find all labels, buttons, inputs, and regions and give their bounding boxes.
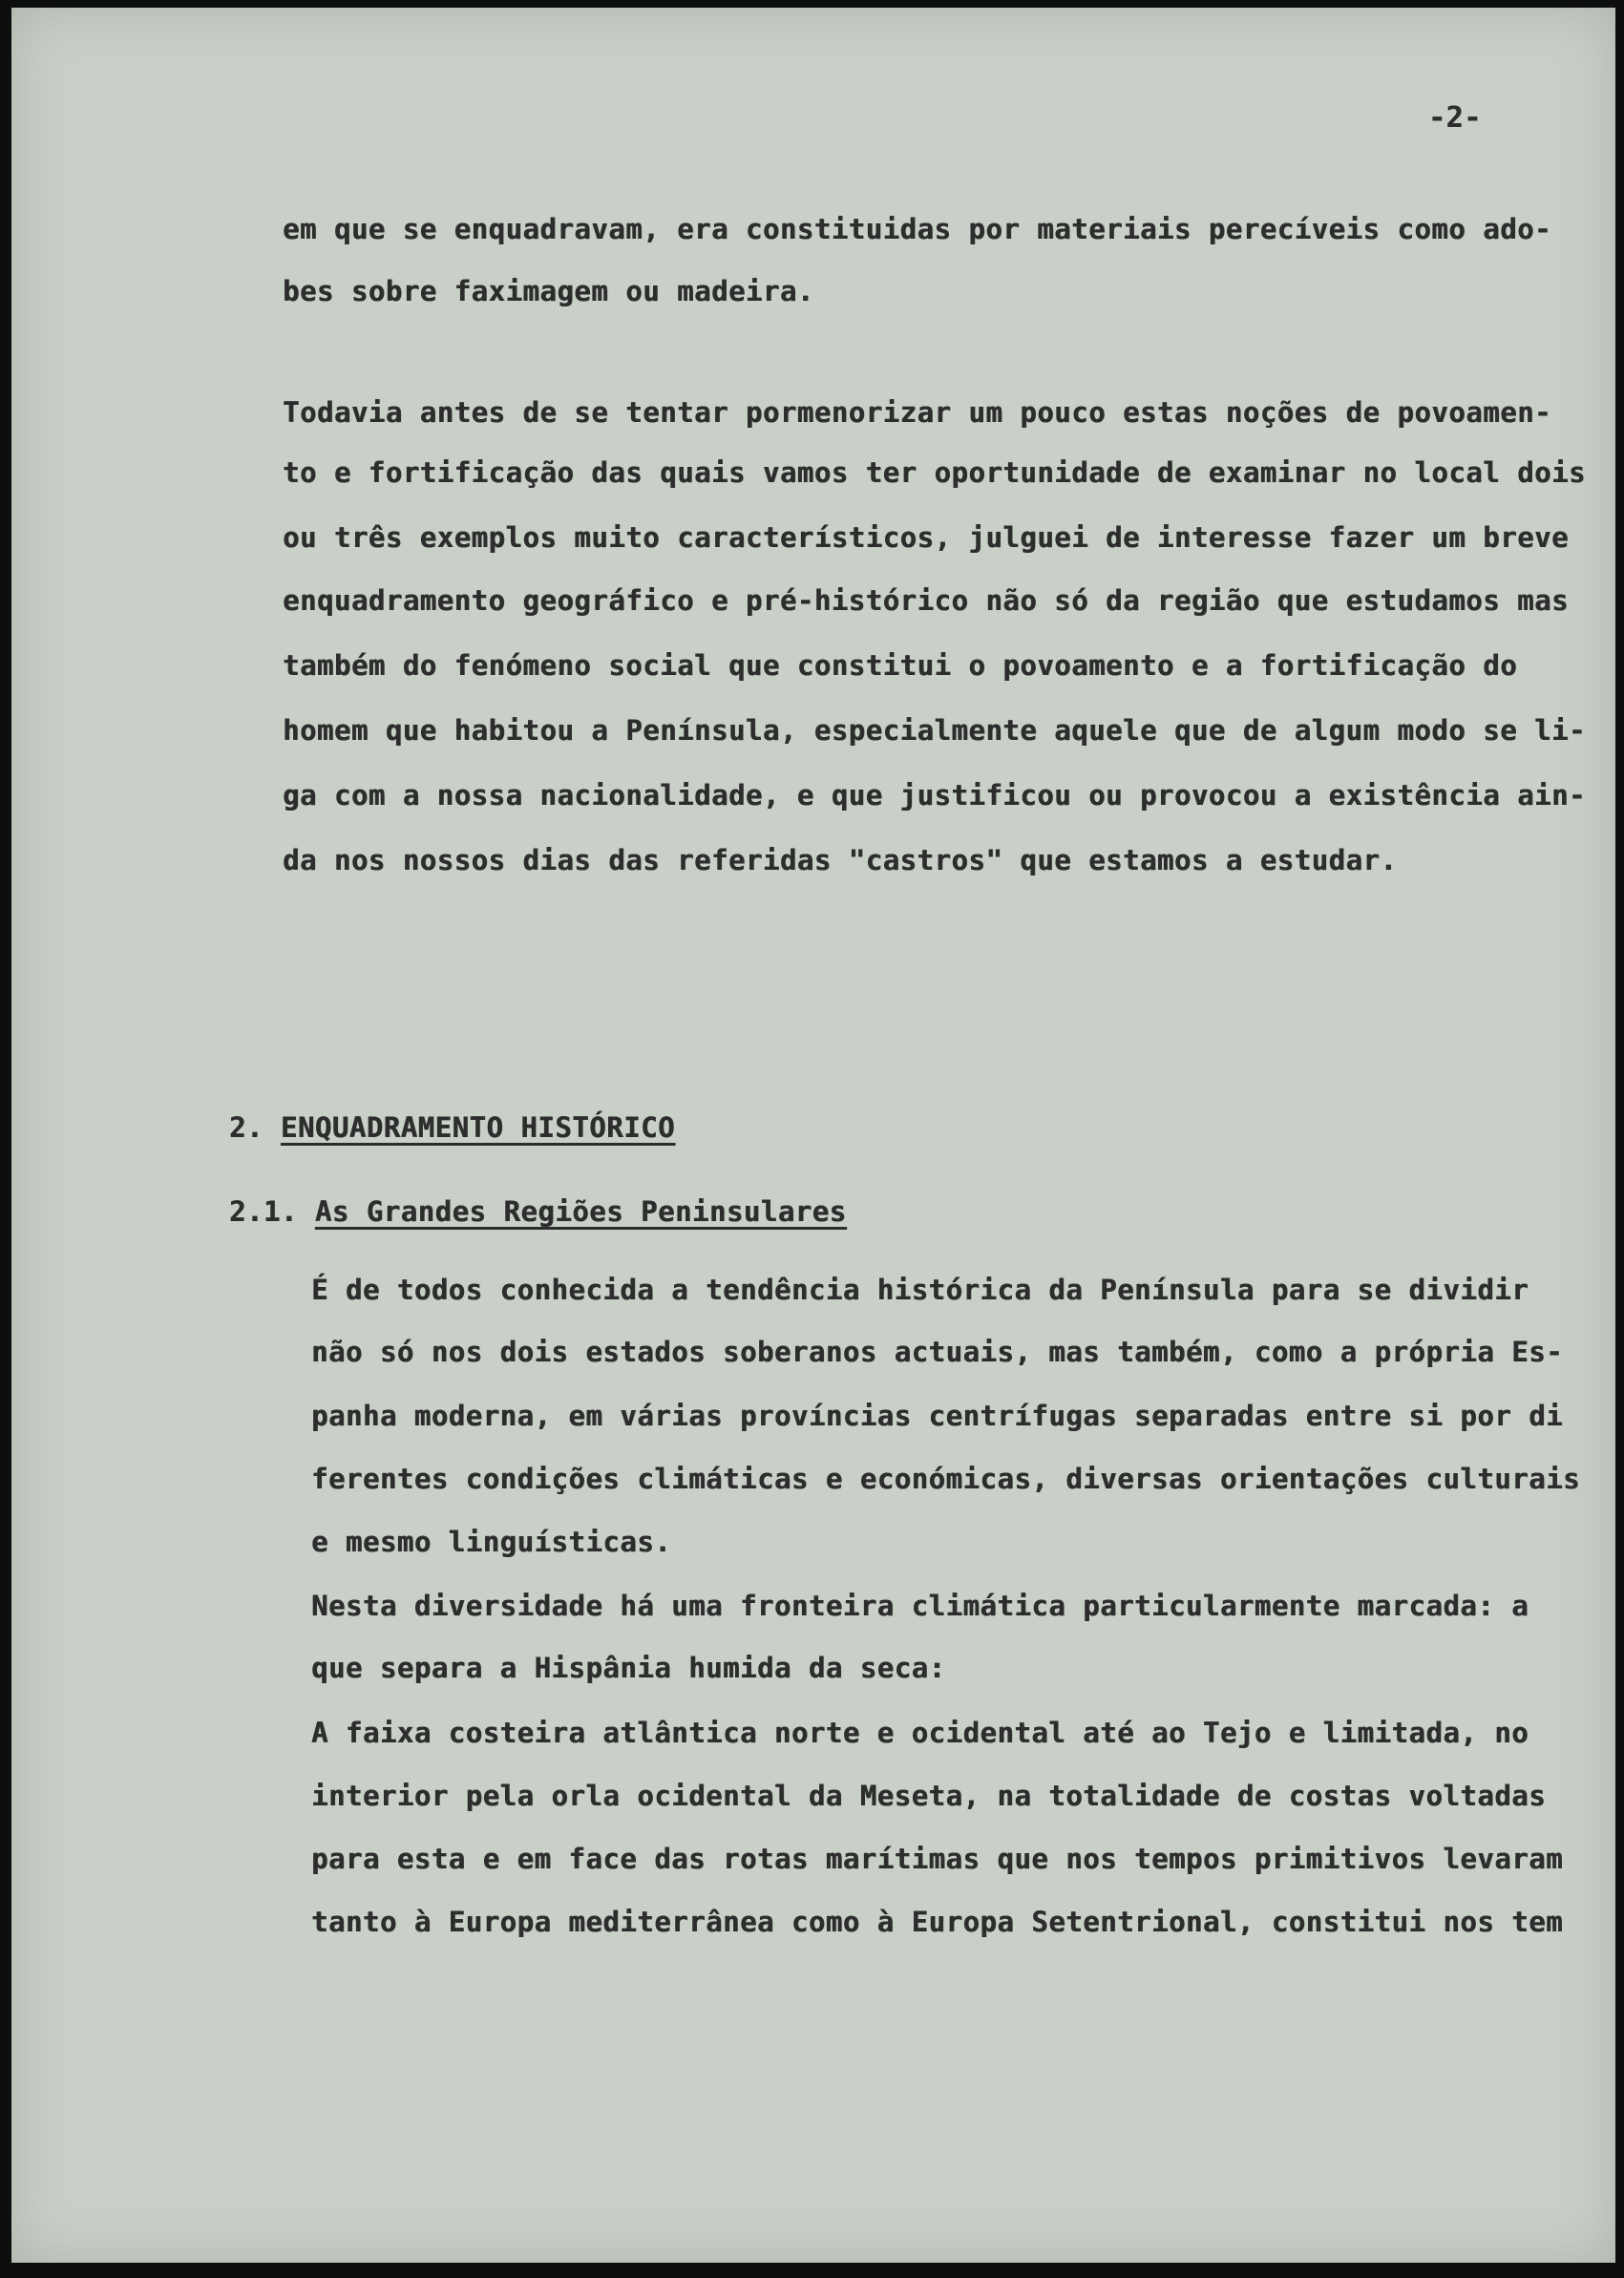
subsection-title: As Grandes Regiões Peninsulares: [314, 1195, 847, 1228]
intro2-line-5: também do fenómeno social que constitui o povoamento e a fortificação do: [283, 649, 1518, 682]
section-title: ENQUADRAMENTO HISTÓRICO: [280, 1111, 675, 1144]
body-line-4: ferentes condições climáticas e económicas, diversas orientações culturais: [311, 1463, 1581, 1495]
section-number: 2.: [229, 1111, 264, 1144]
intro2-line-8: da nos nossos dias das referidas "castros" que estamos a estudar.: [283, 844, 1398, 876]
body2-line-2: que separa a Hispânia humida da seca:: [311, 1652, 946, 1684]
body3-line-3: para esta e em face das rotas marítimas que nos tempos primitivos levaram: [311, 1843, 1564, 1875]
intro2-line-2: to e fortificação das quais vamos ter oportunidade de examinar no local dois: [283, 456, 1586, 489]
intro2-line-6: homem que habitou a Península, especialmente aquele que de algum modo se li-: [283, 714, 1586, 747]
subsection-heading: [229, 1195, 847, 1228]
body-line-1: É de todos conhecida a tendência histórica da Península para se dividir: [311, 1274, 1529, 1306]
body3-line-4: tanto à Europa mediterrânea como à Europa Setentrional, constitui nos tem: [311, 1906, 1564, 1938]
body-line-3: panha moderna, em várias províncias centrífugas separadas entre si por di: [311, 1400, 1564, 1432]
intro-line-1: em que se enquadravam, era constituidas por materiais perecíveis como ado-: [283, 213, 1552, 245]
intro2-line-4: enquadramento geográfico e pré-histórico não só da região que estudamos mas: [283, 584, 1569, 617]
intro2-line-7: ga com a nossa nacionalidade, e que justificou ou provocou a existência ain-: [283, 779, 1586, 812]
subsection-number: 2.1.: [229, 1195, 298, 1228]
body3-line-1: A faixa costeira atlântica norte e ocidental até ao Tejo e limitada, no: [311, 1717, 1529, 1749]
intro-line-2: bes sobre faximagem ou madeira.: [283, 275, 814, 307]
body2-line-1: Nesta diversidade há uma fronteira climática particularmente marcada: a: [311, 1590, 1529, 1622]
body-line-5: e mesmo linguísticas.: [311, 1526, 672, 1558]
section-heading: [229, 1111, 675, 1144]
body-line-2: não só nos dois estados soberanos actuais, mas também, como a própria Es-: [311, 1336, 1564, 1368]
body3-line-2: interior pela orla ocidental da Meseta, na totalidade de costas voltadas: [311, 1780, 1547, 1812]
intro2-line-3: ou três exemplos muito característicos, julguei de interesse fazer um breve: [283, 521, 1569, 554]
intro2-line-1: Todavia antes de se tentar pormenorizar um pouco estas noções de povoamen-: [283, 396, 1552, 429]
page-number: -2-: [1428, 101, 1482, 135]
